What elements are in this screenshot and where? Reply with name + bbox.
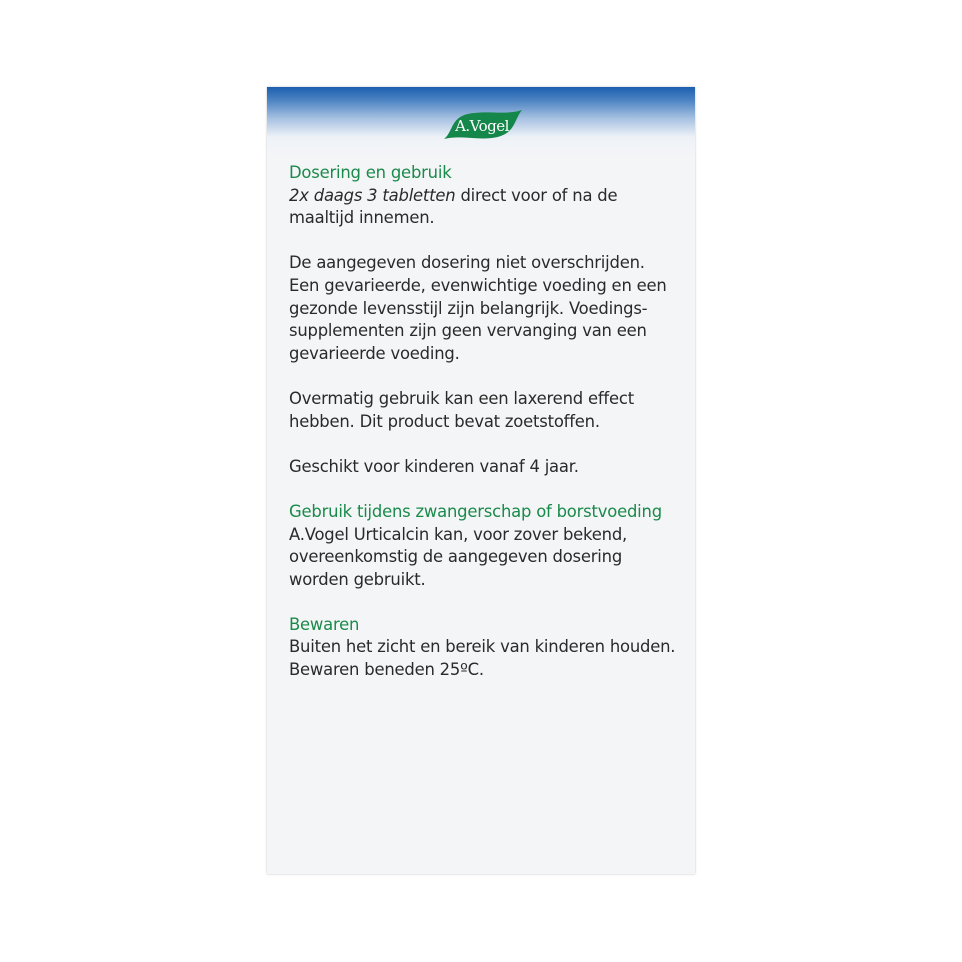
warning-line: gevarieerde voeding.	[289, 343, 460, 363]
label-text	[289, 162, 689, 682]
storage-heading: Bewaren	[289, 614, 360, 634]
laxative-line: Overmatig gebruik kan een laxerend effect	[289, 388, 634, 408]
pregnancy-heading: Gebruik tijdens zwangerschap of borstvoeding	[289, 501, 662, 521]
dosage-line: maaltijd innemen.	[289, 208, 435, 228]
warning-line: De aangegeven dosering niet overschrijden.	[289, 253, 645, 273]
warning-line: supplementen zijn geen vervanging van een	[289, 321, 647, 341]
pregnancy-line: overeenkomstig de aangegeven dosering	[289, 547, 623, 567]
package-side-panel	[267, 87, 695, 874]
dosage-line	[289, 185, 689, 208]
laxative-line: hebben. Dit product bevat zoetstoffen.	[289, 411, 600, 431]
dosage-text: direct voor of na de	[455, 185, 618, 205]
children-line: Geschikt voor kinderen vanaf 4 jaar.	[289, 456, 579, 476]
warning-line: gezonde levensstijl zijn belangrijk. Voedings-	[289, 298, 648, 318]
pregnancy-line: worden gebruikt.	[289, 569, 426, 589]
dosage-amount: 2x daags 3 tabletten	[289, 185, 456, 205]
warning-line: Een gevarieerde, evenwichtige voeding en een	[289, 275, 667, 295]
pregnancy-line: A.Vogel Urticalcin kan, voor zover bekend,	[289, 524, 628, 544]
dosage-heading: Dosering en gebruik	[289, 163, 452, 182]
logo-text: A.Vogel	[455, 117, 509, 135]
storage-line: Bewaren beneden 25ºC.	[289, 660, 484, 680]
avogel-logo	[440, 109, 524, 143]
storage-line: Buiten het zicht en bereik van kinderen houden.	[289, 637, 676, 657]
